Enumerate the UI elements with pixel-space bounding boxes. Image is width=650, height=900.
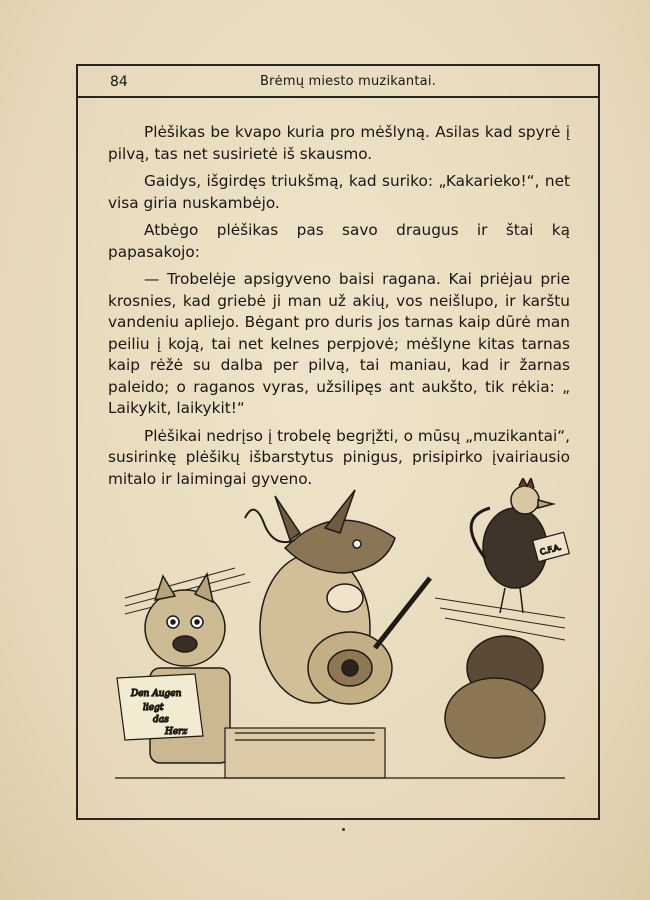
musicians-illustration bbox=[95, 478, 575, 786]
sheet-music-text: liegt bbox=[143, 703, 164, 713]
page-number: 84 bbox=[110, 74, 128, 90]
paragraph: Atbėgo plėšikas pas savo draugus ir štai ką papasakojo: bbox=[108, 221, 570, 261]
sign-text: C.F.A. bbox=[538, 542, 563, 557]
paragraph: Gaidys, išgirdęs triukšmą, kad suriko: „Kakarieko!“, net visa giria nuskambėjo. bbox=[108, 172, 570, 212]
paragraph: Plėšikas be kvapo kuria pro mėšlyną. Asilas kad spyrė į pilvą, tas net susirietė iš skausmo. bbox=[108, 123, 570, 163]
body-text bbox=[108, 122, 570, 496]
page-speck bbox=[342, 828, 345, 831]
sheet-music-text: das bbox=[153, 715, 169, 725]
sheet-music-text: Den Augen bbox=[131, 689, 182, 699]
running-title: Brėmų miesto muzikantai. bbox=[260, 74, 436, 89]
header-rule bbox=[76, 96, 600, 98]
sheet-music bbox=[117, 674, 203, 740]
paragraph: Plėšikai nedrįso į trobelę begrįžti, o mūsų „muzikantai“, susirinkę plėšikų išbarstytus pinigus, prisipirko įvairiausio mitalo ir laimingai gyveno. bbox=[108, 426, 570, 488]
sheet-music-text: Herz bbox=[165, 727, 188, 737]
paragraph: — Trobelėje apsigyveno baisi ragana. Kai priėjau prie krosnies, kad griebė ji man už akių, vos neišlupo, ir karštu vandeniu apliejo. Bėgant pro duris jos tarnas kaip dūrė man peiliu į koją, tai net kelnes perpjovė; mėšlyne kitas tarnas kaip rėžė su dalba per pilvą, tai maniau, kad ir žarnas paleido; o raganos vyras, užsilipęs ant aukšto, tik rėkia: „ Laikykit, laikykit!“ bbox=[108, 270, 570, 417]
dog-figure bbox=[445, 636, 545, 758]
